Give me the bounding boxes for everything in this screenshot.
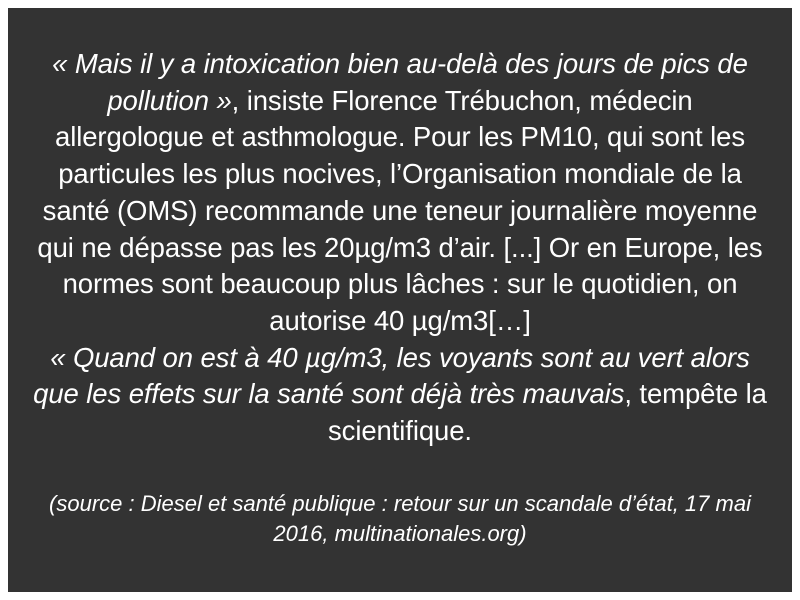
quote-part-1-italic: « Mais il y a intoxication bien au-delà des jours de pics de pollution » (52, 48, 748, 116)
quote-part-2-roman: , insiste Florence Trébuchon, médecin allergologue et asthmologue. Pour les PM10, qui sont les particules les plus nocives, l’Organisation mondiale de la santé (OMS) recommande une teneur journalière moyenne qui ne dépasse pas les 20µg/m3 d’air. [...] Or en Europe, les normes sont beaucoup plus lâches : sur le quotidien, on autorise 40 µg/m3[…] (37, 84, 763, 336)
slide-canvas (8, 8, 792, 592)
source-citation: (source : Diesel et santé publique : retour sur un scandale d’état, 17 mai 2016, multinationales.org) (49, 491, 751, 547)
quote-part-3-italic: « Quand on est à 40 µg/m3, les voyants sont au vert alors que les effets sur la santé sont déjà très mauvais (33, 341, 750, 410)
quote-part-4-roman: , tempête la scientifique. (328, 378, 767, 447)
quote-text-block (32, 46, 768, 450)
